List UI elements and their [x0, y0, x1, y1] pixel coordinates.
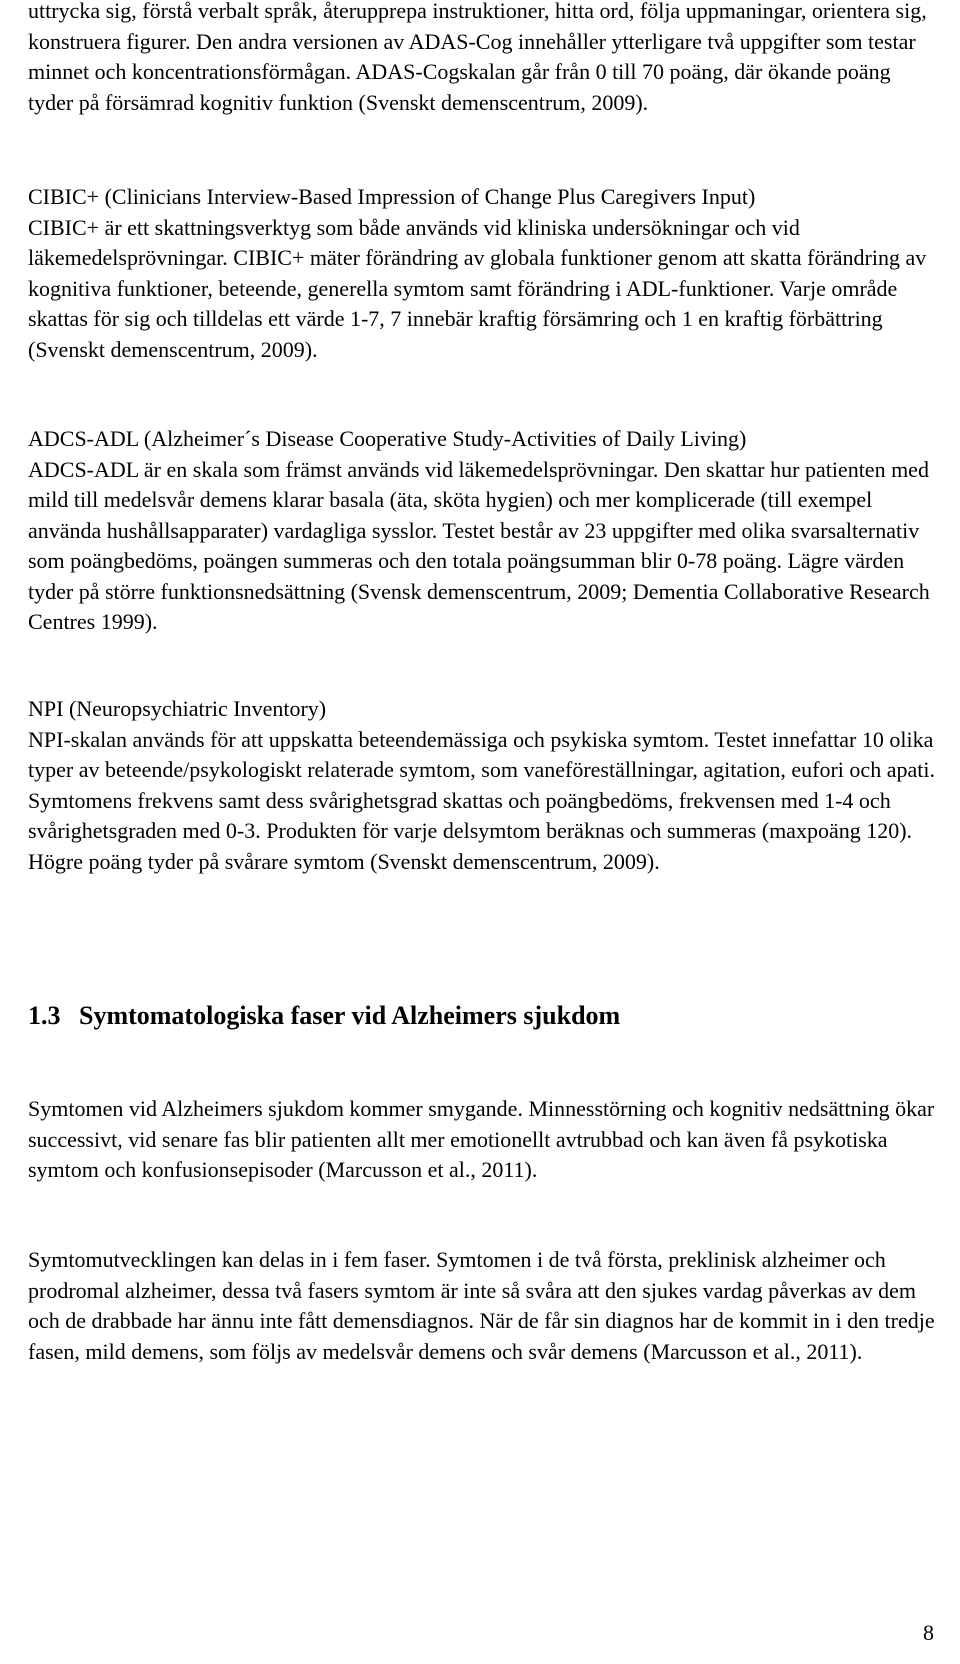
heading-number: 1.3: [28, 1001, 61, 1030]
heading-text: Symtomatologiska faser vid Alzheimers sjukdom: [79, 1001, 621, 1030]
section-heading: [28, 1000, 620, 1032]
paragraph-adas-cog: uttrycka sig, förstå verbalt språk, återupprepa instruktioner, hitta ord, följa uppmaningar, orientera sig, konstruera figurer. Den andra versionen av ADAS-Cog innehåller ytterligare två uppgifter som testar minnet och koncentrationsförmågan. ADAS-Cogskalan går från 0 till 70 poäng, där ökande poäng tyder på försämrad kognitiv funktion (Svenskt demenscentrum, 2009).: [28, 0, 927, 115]
adcs-title: ADCS-ADL (Alzheimer´s Disease Cooperative Study-Activities of Daily Living): [28, 426, 747, 451]
section-npi: [28, 694, 938, 877]
section-adcs-adl: [28, 424, 938, 638]
section-cibic: [28, 182, 938, 365]
cibic-title: CIBIC+ (Clinicians Interview-Based Impression of Change Plus Caregivers Input): [28, 184, 756, 209]
npi-title: NPI (Neuropsychiatric Inventory): [28, 696, 327, 721]
paragraph-symptoms-phases: Symtomutvecklingen kan delas in i fem faser. Symtomen i de två första, preklinisk alzheimer och prodromal alzheimer, dessa två fasers symtom är inte så svåra att den sjukes vardag påverkas av dem och de drabbade har ännu inte fått demensdiagnos. När de får sin diagnos har de kommit in i den tredje fasen, mild demens, som följs av medelsvår demens och svår demens (Marcusson et al., 2011).: [28, 1247, 935, 1364]
cibic-body: CIBIC+ är ett skattningsverktyg som både används vid kliniska undersökningar och vid läkemedelsprövningar. CIBIC+ mäter förändring av globala funktioner genom att skatta förändring av kognitiva funktioner, beteende, generella symtom samt förändring i ADL-funktioner. Varje område skattas för sig och tilldelas ett värde 1-7, 7 innebär kraftig försämring och 1 en kraftig förbättring (Svenskt demenscentrum, 2009).: [28, 214, 927, 362]
adcs-body: ADCS-ADL är en skala som främst används vid läkemedelsprövningar. Den skattar hur patienten med mild till medelsvår demens klarar basala (äta, sköta hygien) och mer komplicerade (till exempel använda hushållsapparater) vardagliga sysslor. Testet består av 23 uppgifter med olika svarsalternativ som poängbedöms, poängen summeras och den totala poängsumman blir 0-78 poäng. Lägre värden tyder på större funktionsnedsättning (Svensk demenscentrum, 2009; Dementia Collaborative Research Centres 1999).: [28, 456, 930, 634]
page-number: 8: [923, 1620, 934, 1645]
paragraph-symptoms-intro: Symtomen vid Alzheimers sjukdom kommer smygande. Minnesstörning och kognitiv nedsättning ökar successivt, vid senare fas blir patienten allt mer emotionellt avtrubbad och kan även få psykotiska symtom och konfusionsepisoder (Marcusson et al., 2011).: [28, 1096, 935, 1182]
npi-body: NPI-skalan används för att uppskatta beteendemässiga och psykiska symtom. Testet innefattar 10 olika typer av beteende/psykologiskt relaterade symtom, som vaneföreställningar, agitation, eufori och apati. Symtomens frekvens samt dess svårighetsgrad skattas och poängbedöms, frekvensen med 1-4 och svårighetsgraden med 0-3. Produkten för varje delsymtom beräknas och summeras (maxpoäng 120). Högre poäng tyder på svårare symtom (Svenskt demenscentrum, 2009).: [28, 726, 935, 874]
